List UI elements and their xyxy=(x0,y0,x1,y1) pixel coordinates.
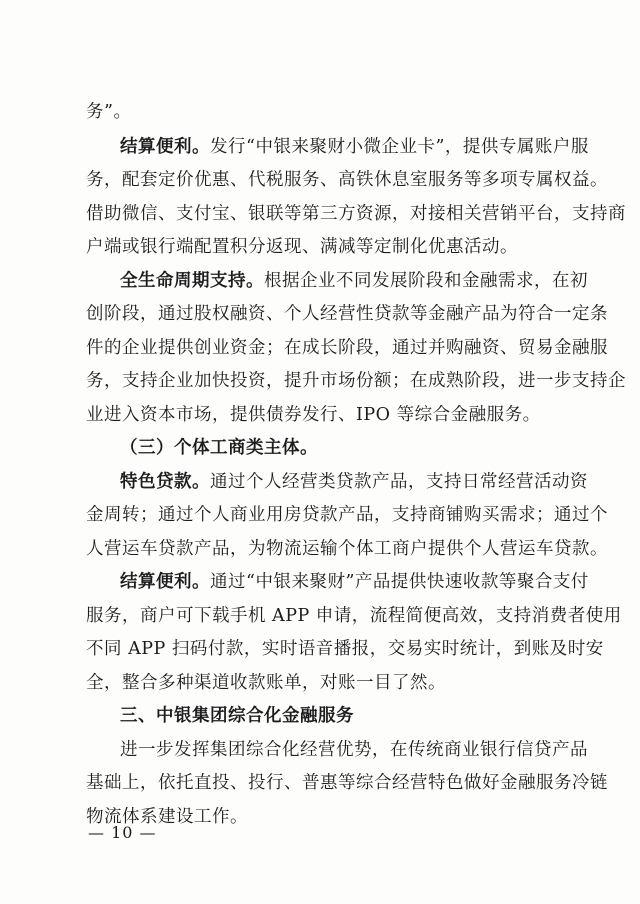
text-line: 特色贷款。通过个人经营类贷款产品，支持日常经营活动资 xyxy=(120,472,588,492)
text-line: 业进入资本市场，提供债券发行、IPO 等综合金融服务。 xyxy=(86,405,541,425)
text-line: 务”。 xyxy=(86,102,132,122)
text-line: 务，支持企业加快投资，提升市场份额；在成熟阶段，进一步支持企 xyxy=(86,371,626,391)
section-heading: （三）个体工商类主体。 xyxy=(120,438,318,458)
lead-phrase: 结算便利。 xyxy=(120,137,210,157)
page-number: — 10 — xyxy=(88,823,157,842)
text-line: 结算便利。发行“中银来聚财小微企业卡”，提供专属账户服 xyxy=(120,137,589,157)
text-line: 全生命周期支持。根据企业不同发展阶段和金融需求，在初 xyxy=(120,271,588,291)
text-line: 进一步发挥集团综合化经营优势，在传统商业银行信贷产品 xyxy=(120,740,588,760)
text-line: 创阶段，通过股权融资、个人经营性贷款等金融产品为符合一定条 xyxy=(86,304,608,324)
text-line: 基础上，依托直投、投行、普惠等综合经营特色做好金融服务冷链 xyxy=(86,773,608,793)
text-line: 户端或银行端配置积分返现、满减等定制化优惠活动。 xyxy=(86,237,518,257)
lead-phrase: 结算便利。 xyxy=(120,572,210,592)
text-line: 物流体系建设工作。 xyxy=(86,807,248,827)
text-line: 务，配套定价优惠、代税服务、高铁休息室服务等多项专属权益。 xyxy=(86,170,608,190)
lead-phrase: 特色贷款。 xyxy=(120,472,210,492)
text-line: 全，整合多种渠道收款账单，对账一目了然。 xyxy=(86,673,446,693)
text-line: 不同 APP 扫码付款，实时语音播报，交易实时统计，到账及时安 xyxy=(86,639,604,659)
text-line: 人营运车贷款产品，为物流运输个体工商户提供个人营运车贷款。 xyxy=(86,539,608,559)
text-line: 借助微信、支付宝、银联等第三方资源，对接相关营销平台，支持商 xyxy=(86,204,626,224)
text-line: 结算便利。通过“中银来聚财”产品提供快速收款等聚合支付 xyxy=(120,572,589,592)
text-line: 服务，商户可下载手机 APP 申请，流程简便高效，支持消费者使用 xyxy=(86,606,622,626)
section-heading: 三、中银集团综合化金融服务 xyxy=(120,706,354,726)
text-line: 件的企业提供创业资金；在成长阶段，通过并购融资、贸易金融服 xyxy=(86,338,608,358)
lead-phrase: 全生命周期支持。 xyxy=(120,271,264,291)
text-line: 金周转；通过个人商业用房贷款产品，支持商铺购买需求；通过个 xyxy=(86,505,608,525)
